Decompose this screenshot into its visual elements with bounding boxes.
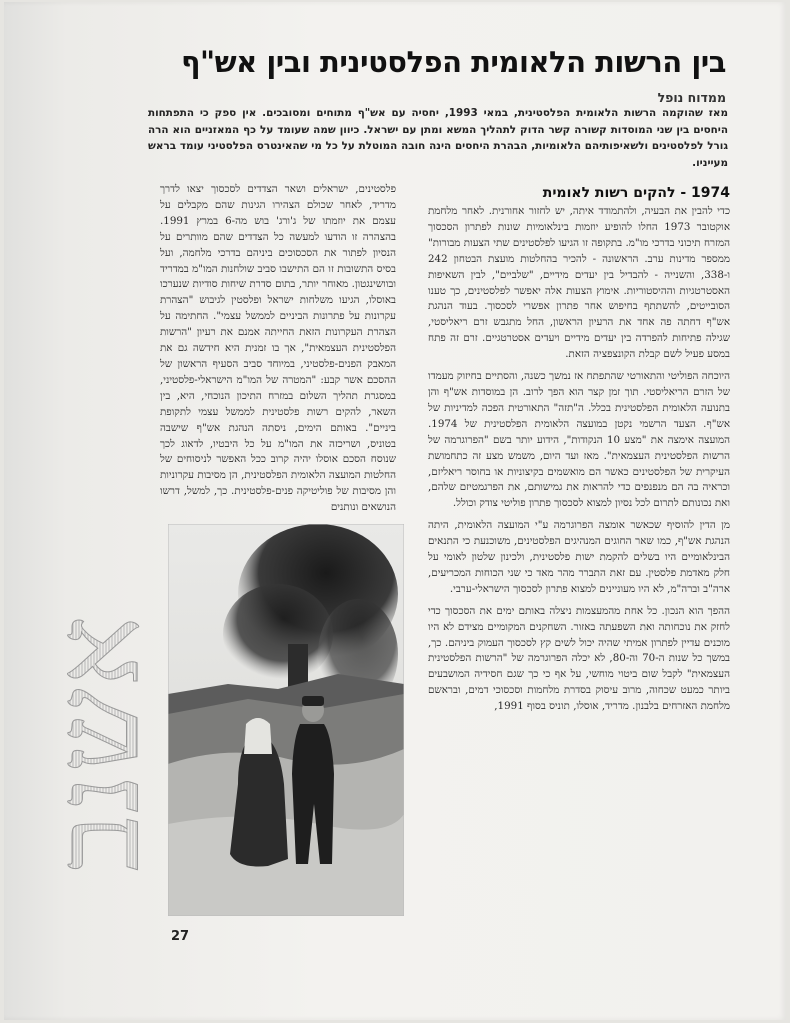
- article-lead: מאז שהוקמה הרשות הלאומית הפלסטינית, במאי 1993, יחסיה עם אש"ף מתוחים ומסובכים. אין ספק כי התפתחות היחסים בין שני המוסדות קשורה קשר הדוק לתהליך המשא ומתן עם ישראל. כיוון שמה שעומד על כף המאזניים הוא הרה גורל לפלסטינים ולשאיפותיהם הלאומיות, הבהרת היחסים הינה חובה המוטלת על כל מי שהאינטרס הפלסטיני עומד בראש מעייניו.: [148, 107, 728, 169]
- text-column-left: [160, 182, 396, 534]
- photo-illustration: [168, 524, 404, 916]
- paragraph: כדי להבין את הבעיה, ולהתמודד איתה, יש לחזור אחורנית. לאחר מלחמת אוקטובר 1973 החלו להופיע יוזמות בינלאומיות שונות לפתרון הסכסוך המזרח תיכוני בדרכי מו"מ. בתקופה זו הגיעו לפלסטינים שתי הצעות מבורות" ממספר מדינות ערב. הראשונה - להכיר בהחלטות מועצת הבטחון 242 ו-338, והשנייה - להבדיל בין יעדים מידיים, "שלביים", לבין השאיפות האסטרטגיות וההיסטוריות. אימוץ הצעות אלה יאפשר לפלסטינים, כך טענו הסובייטים, להשתתף בחיפוש אחר פתרון אפשרי לסכסוך. בעוד הנהגת אש"ף דחתה פה אחד את הרעיון הראשון, החל מתגבש זרם ריאליסטי, שגילה פתיחות להפרדה בין יעדים מידיים ויעדים אסטרטגיים. זרם זה פתח במסע פעיל לשם קבלת הקונצפציה הזאת.: [428, 205, 730, 361]
- paragraph: ההפך הוא הנכון. כל אחת מהמעצמות ניצלה באותם ימים את הסכסוך כדי לחזק את נוכחותה ואת השפעתה באזור. השחקנים המקומיים מצידם לא היו מוכנים עדיין לפתרון אמיתי שהיה יכול לשים קץ לסכסוך העמוק ביניהם. כך, במשך כל שנות ה-70 וה-80, לא יכלה הפרוגרמה של "הרשות הפלסטינית העצמאית" לקבל שום ביטוי מוחשי, על אף כי כך שגם חסידיה המושבעים ביותר כמעט שכחוה, מרוב עיסוק בסדרת מלחמות וסכסוכי דמים, ובראשם מלחמת האזרחים בלבנון. מדריד, אוסלו, תוניס בסוף 1991,: [428, 604, 730, 713]
- section-heading: 1974 - להקים רשות לאומית: [542, 185, 730, 201]
- page-number: 27: [171, 929, 190, 944]
- section-watermark: [27, 582, 166, 902]
- section-heading-wrap: [428, 182, 730, 206]
- article-title: בין הרשות הלאומית הפלסטינית ובין אש"ף: [180, 45, 726, 79]
- magazine-page: [4, 2, 786, 1020]
- author-byline: ממדוח נופל: [657, 90, 726, 105]
- section-watermark-text: אשנב: [27, 613, 166, 871]
- text-column-right: [428, 204, 730, 924]
- paragraph: מן הדין להוסיף שכאשר אומצה הפרוגרמה ע"י המועצה הלאומית, היתה הנהגת אש"ף, כמו שאר החוגים המנהיגים הפלסטינים, משוכנעת כי התנאים הבינלאומיים היו בשלים להקמת ישות פלסטינית, ולכינון שלטון לאומי על חלק מאדמת פלסטין. עם זאת התברר מהר מאד כי שני הכוחות המכריעים, ארה"ב וברה"מ, לא היו מעוניינים למצוא פתרון לסכסוך הישראלי-ערבי.: [428, 519, 730, 595]
- paragraph: היוכחה הפוליטי והתאורטי שהתפתח אז נמשך כשנה, והסתיים בחיזוק מעמדו של הזרם הריאליסטי. תוך זמן קצר הוא הפך לרוב. הן במוסדות אש"ף והן בתנועה הלאומית הפלסטינית בכלל. ה"תזה" התאורטית הפכה למדיניות של אש"ף. הצעד הרשמי נקטן במועצה הלאומית הפלסטינית של 1974. המועצה אימצה את "מצע 10 הנקודות", הידוע יותר בשם "הפרוגרמה של הרשות הפלסטינית העצמאית". מאז ועד היום, משמש מצע זה כתחמושת העיקרית של הפלסטינים כאשר הם מואשמים בקיצוניות או בחוסר ריאליזם, וכראיה בה הם מנפנפים כדי להראות את גמישותם, את הפרגמטיזם שלהם, ואת נכונותם לתרום לכל נסיון למצוא לסכסוך פתרון פוליטי צודק וכולל.: [428, 370, 730, 510]
- paragraph: פלסטינים, ישראלים ושאר הצדדים לסכסוך יצאו לדרך מדריד, לאחר שכולם הצהירו הגינות שהם מקבלים על עצמם את יוזמתו של ג'ורג' בוש מה-6 במרץ 1991. בהצהרה זו הודעו למעשה כל הצדדים שהם מוותרים על הנסיון לפתור את הסכסוכים ביניהם בדרכי מלחמה, ועל בסיס התשובות זו הם התישבו סביב שולחנות המו"מ במדריד ובוושינגטון. מאוחר יותר, בתום סדרת שיחות סודיות שנערכו באוסלו, הגיעו משלחות ישראל ופלסטין לגיבוש "הצהרת עקרונות על פתרונות הביניים לממשל עצמי". החתימה על הצהרת העקרונות הזאת החייתה אמנם את רעיון "הרשות הפלסטינית העצמאית", אך בו זמנית היא חידשה גם את המאבק הפנים-פלסטיני, במיוחד סביב הסעיף הראשון של ההסכם אשר קבע: "המטרה של המו"מ הישראלי-פלסטיני, במסגרת תהליך השלום במזרח התיכון הנוכחי, היא, בין השאר, להקים רשות פלסטינית לממשל עצמי לתקופת ביניים". באותם הימים, ניסתה הנהגת אש"ף שישבה בטוניס, ושריכזה את המו"מ על כל היבטיו, לדאוג לכך שנוסח הסכם אוסלו יהיה קרוב ככל האפשר לניסוחים של החלטות המועצה הלאומית הפלסטינית, הן מסיבות עקרוניות והן מסיבות של פוליטיקה פנים-פלסטינית. כך, למשל, דרשו הנושאים ונותנים: [160, 183, 396, 514]
- archival-photo: [168, 524, 404, 916]
